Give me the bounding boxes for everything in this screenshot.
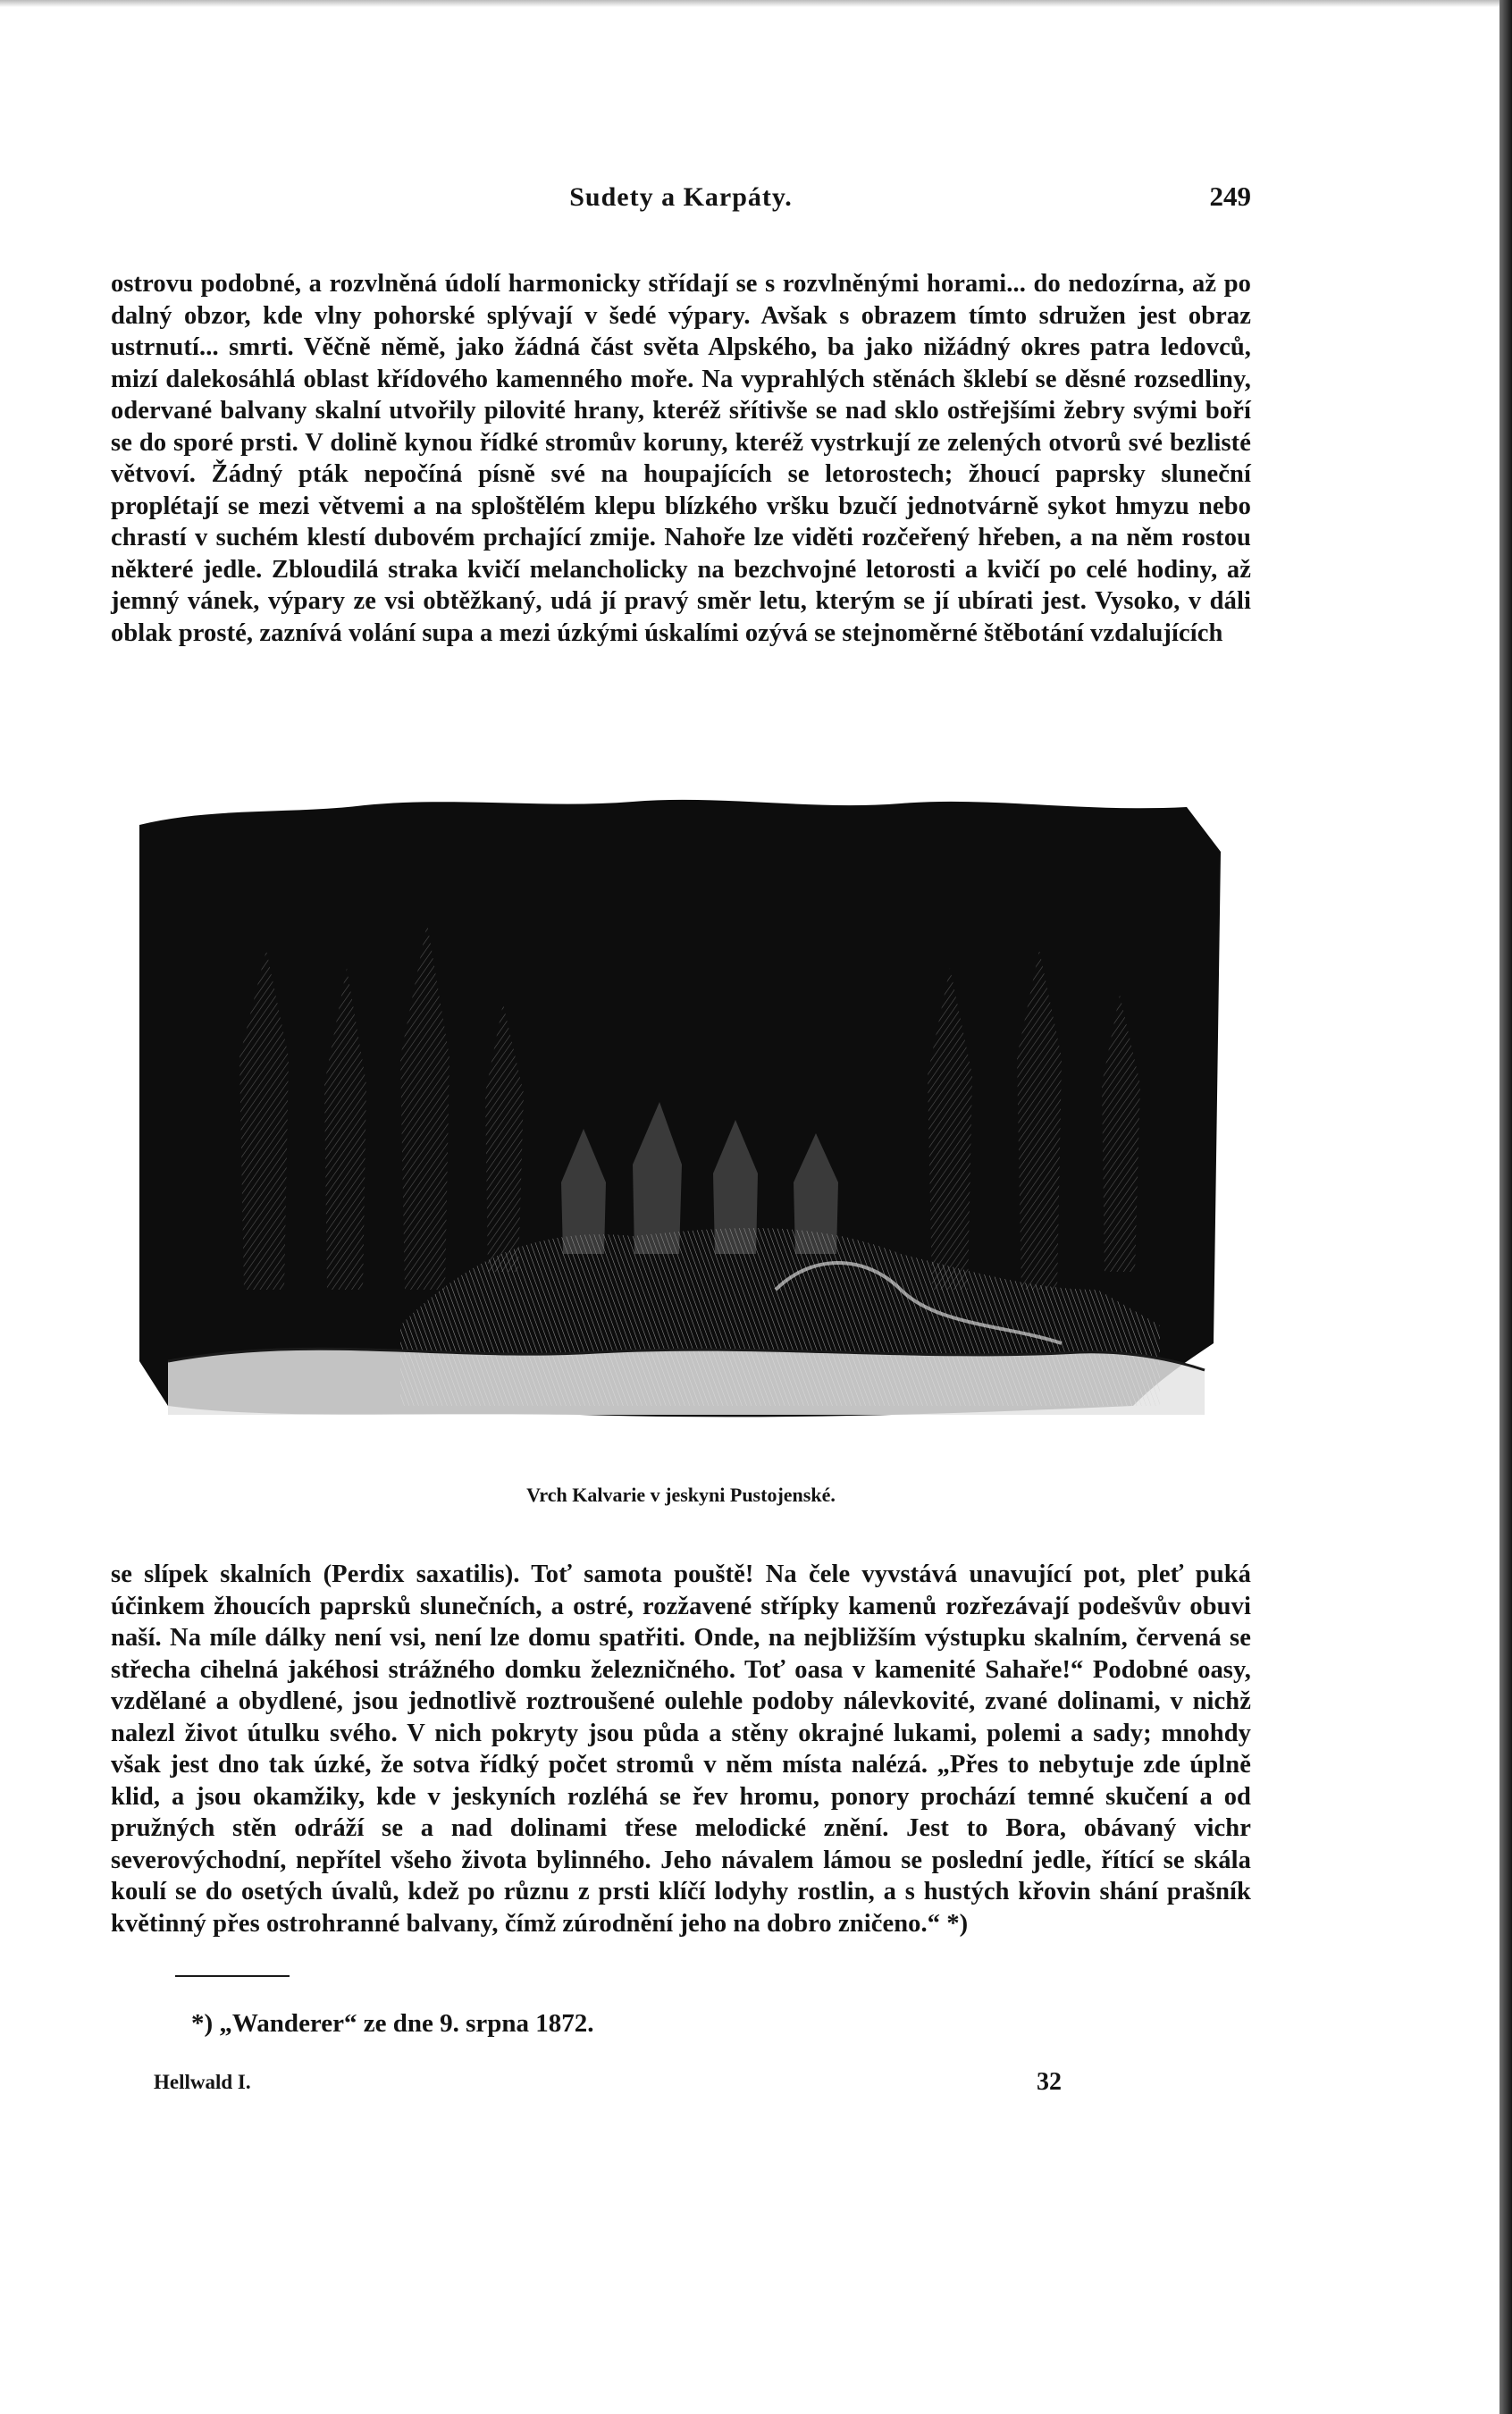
body-text-top — [111, 268, 1251, 649]
cave-engraving — [132, 789, 1227, 1433]
footnote-divider — [175, 1975, 290, 1977]
scan-right-edge — [1499, 0, 1512, 2414]
footnote: *) „Wanderer“ ze dne 9. srpna 1872. — [191, 2009, 594, 2038]
scan-top-edge — [0, 0, 1512, 7]
paragraph-bottom: se slípek skalních (Perdix saxatilis). Toť samota pouště! Na čele vyvstává unavující pot, pleť puká účinkem žhoucích paprsků slunečních, a ostré, rozžavené střípky kamenů rozřezávají podešvův obuvi naší. Na míle dálky není vsi, není lze domu spatřiti. Onde, na nejbližším výstupku skalním, červená se střecha cihelná jakéhosi strážného domku železničného. Toť oasa v kamenité Sahaře!“ Podobné oasy, vzdělané a obydlené, jsou jednotlivě roztroušené oulehle podoby nálevkovité, zvané dolinami, v nichž nalezl život útulku svého. V nich pokryty jsou půda a stěny okrajné lukami, polemi a sady; mnohdy však jest dno tak úzké, že sotva řídký počet stromů v něm místa nalézá. „Přes to nebytuje zde úplně klid, a jsou okamžiky, kde v jeskyních rozléhá se řev hromu, ponory prochází temné skučení a od pružných stěn odráží se a nad dolinami třese melodické znění. Jest to Bora, obávaný vichr severovýchodní, nepřítel všeho života bylinného. Jeho návalem lámou se poslední jedle, řítící se skála koulí se do osetých úvalů, kdež po různu z prsti klíčí lodyhy rostlin, a s hustých křovin shání prašník květinný přes ostrohranné balvany, čímž zúrodnění jeho na dobro zničeno.“ *) — [111, 1560, 1251, 1938]
paragraph-top: ostrovu podobné, a rozvlněná údolí harmonicky střídají se s rozvlněnými horami... do nedozírna, až po dalný obzor, kde vlny pohorské splývají v šedé výpary. Avšak s obrazem tímto sdružen jest obraz ustrnutí... smrti. Věčně němě, jako žádná část světa Alpského, ba jako nižádný okres patra ledovců, mizí dalekosáhlá oblast křídového kamenného moře. Na vyprahlých stěnách šklebí se děsné rozsedliny, odervané balvany skalní utvořily pilovité hrany, kteréž sřítivše se nad sklo ostřejšími žebry svými boří se do sporé prsti. V dolině kynou řídké stromův koruny, kteréž vystrkují ze zelených otvorů své bezlisté větvoví. Žádný pták nepočíná písně své na houpajících se letorostech; žhoucí paprsky sluneční proplétají se mezi větvemi a na sploštělém klepu blízkého vršku bzučí jednotvárně sykot hmyzu nebo chrastí v suchém klestí dubovém prchající zmije. Nahoře lze viděti rozčeřený hřeben, a na něm rostou některé jedle. Zbloudilá straka kvičí melancholicky na bezchvojné letorosti a kvičí po celé hodiny, až jemný vánek, výpary ze vsi obtěžkaný, udá jí pravý směr letu, kterým se jí ubírati jest. Vysoko, v dáli oblak prosté, zaznívá volání supa a mezi úzkými úskalími ozývá se stejnoměrné štěbotání vzdalujících — [111, 270, 1251, 647]
body-text-bottom — [111, 1559, 1251, 1939]
page-number: 249 — [1209, 181, 1251, 212]
figure-caption: Vrch Kalvarie v jeskyni Pustojenské. — [526, 1484, 836, 1506]
signature-number: 32 — [1037, 2068, 1062, 2096]
engraving-illustration — [132, 789, 1227, 1433]
running-title: Sudety a Karpáty. — [569, 182, 793, 212]
page-header — [111, 177, 1251, 222]
signature-author: Hellwald I. — [154, 2071, 251, 2093]
